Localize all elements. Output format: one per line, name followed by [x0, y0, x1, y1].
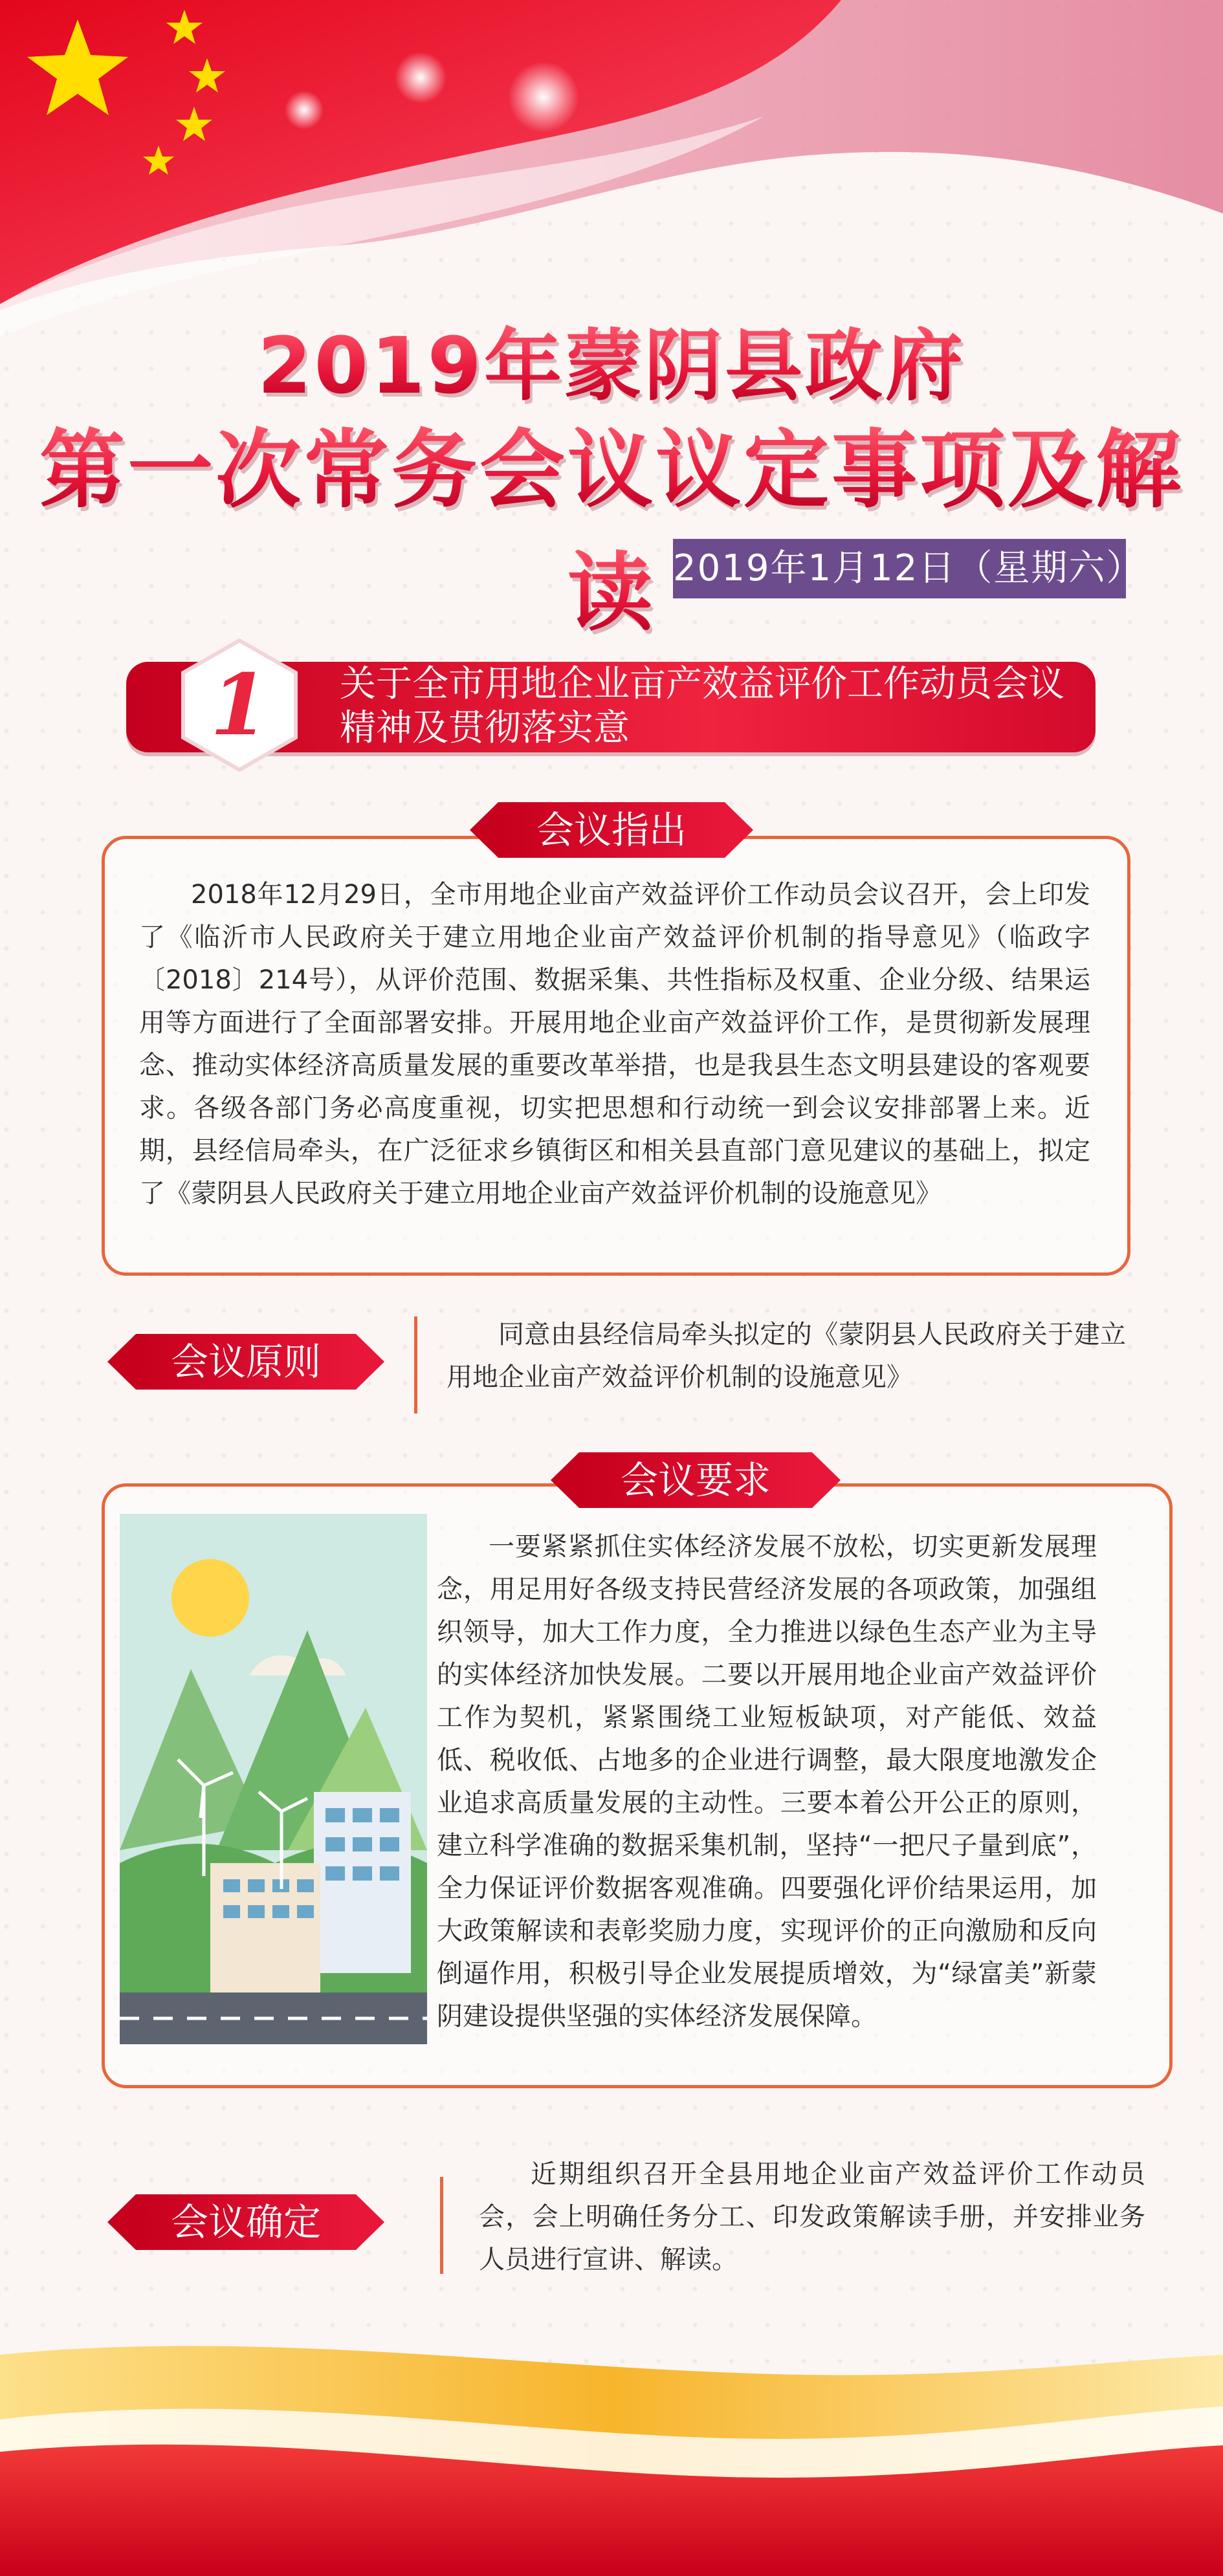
item-heading-text: 关于全市用地企业亩产效益评价工作动员会议精神及贯彻落实意: [340, 663, 1064, 749]
section-requirements-label: 会议要求: [579, 1452, 812, 1508]
section-determined-label: 会议确定: [136, 2194, 356, 2250]
green-city-illustration: [120, 1514, 427, 2044]
section-determined-divider: [440, 2177, 443, 2274]
item-number: 1: [210, 655, 269, 754]
title-line-2: 第一次常务会议议定事项及解读: [39, 420, 1184, 643]
section-determined-text: 近期组织召开全县用地企业亩产效益评价工作动员会，会上明确任务分工、印发政策解读手册，并安排业务人员进行宣讲、解读。: [479, 2159, 1145, 2275]
section-principle-label: 会议原则: [136, 1334, 356, 1390]
date-badge: 2019年1月12日（星期六）: [673, 539, 1126, 598]
section-principle-text: 同意由县经信局牵头拟定的《蒙阴县人民政府关于建立用地企业亩产效益评价机制的设施意见》: [446, 1320, 1126, 1392]
section-pointed-out-label: 会议指出: [498, 802, 725, 858]
item-number-hexagon: [178, 637, 301, 773]
section-requirements-text: 一要紧紧抓住实体经济发展不放松，切实更新发展理念，用足用好各级支持民营经济发展的各项政策，加强组织领导，加大工作力度，全力推进以绿色生态产业为主导的实体经济加快发展。二要以开展用地企业亩产效益评价工作为契机，紧紧围绕工业短板缺项，对产能低、效益低、税收低、占地多的企业进行调整，最大限度地激发企业追求高质量发展的主动性。三要本着公开公正的原则，建立科学准确的数据采集机制，坚持“一把尺子量到底”，全力保证评价数据客观准确。四要强化评价结果运用，加大政策解读和表彰奖励力度，实现评价的正向激励和反向倒逼作用，积极引导企业发展提质增效，为“绿富美”新蒙阴建设提供坚强的实体经济发展保障。: [437, 1532, 1097, 2031]
section-pointed-out-text: 2018年12月29日，全市用地企业亩产效益评价工作动员会议召开，会上印发了《临沂市人民政府关于建立用地企业亩产效益评价机制的指导意见》（临政字〔2018〕214号），从评价范围、数据采集、共性指标及权重、企业分级、结果运用等方面进行了全面部署安排。开展用地企业亩产效益评价工作，是贯彻新发展理念、推动实体经济高质量发展的重要改革举措，也是我县生态文明县建设的客观要求。各级各部门务必高度重视，切实把思想和行动统一到会议安排部署上来。近期，县经信局牵头，在广泛征求乡镇街区和相关县直部门意见建议的基础上，拟定了《蒙阴县人民政府关于建立用地企业亩产效益评价机制的设施意见》: [139, 880, 1090, 1208]
footer-wave-decoration: [0, 2329, 1223, 2576]
title-line-1: 2019年蒙阴县政府: [258, 322, 965, 411]
section-principle-divider: [414, 1316, 417, 1414]
